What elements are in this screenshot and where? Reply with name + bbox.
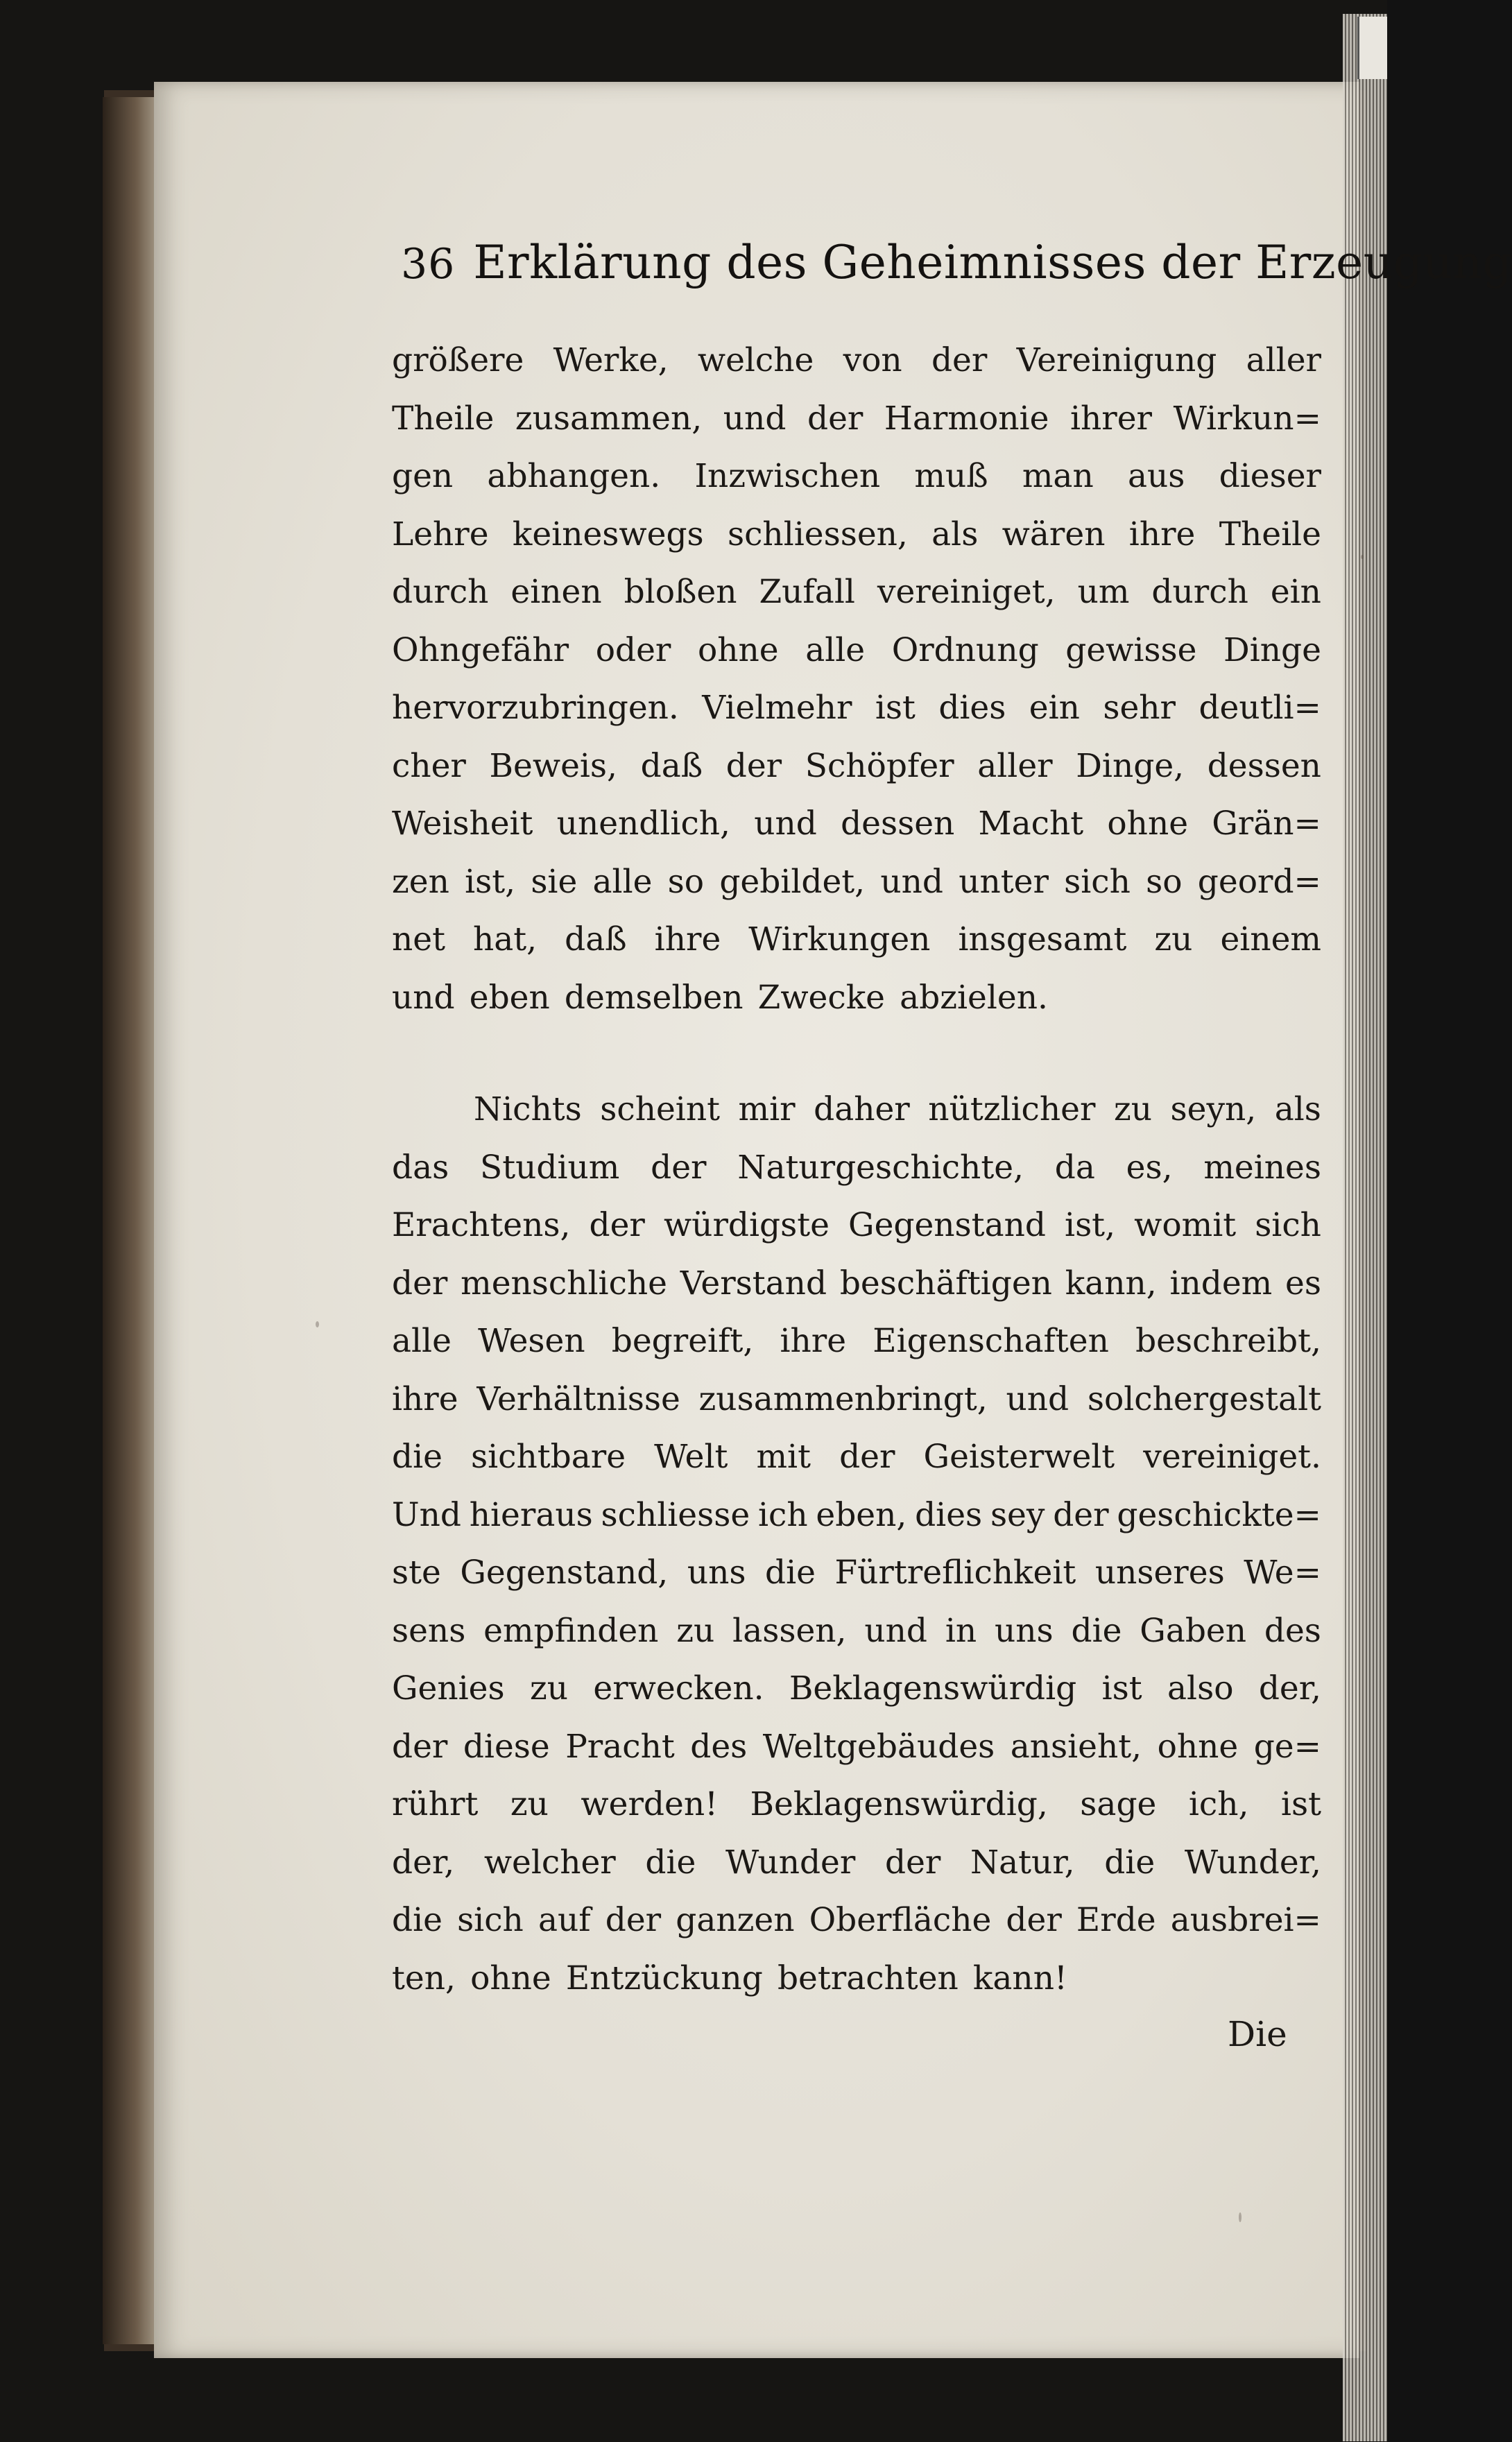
word: schliesse — [601, 1495, 750, 1534]
word: uns — [994, 1611, 1054, 1650]
word: bloßen — [624, 573, 737, 611]
word: einen — [510, 573, 602, 611]
word: seyn, — [1170, 1090, 1257, 1128]
text-line — [392, 1486, 1321, 1545]
word: insgesamt — [958, 920, 1127, 958]
word: abhangen. — [487, 457, 661, 495]
word: Gaben — [1140, 1611, 1247, 1650]
word: der — [1006, 1901, 1062, 1939]
word: der — [605, 1901, 662, 1939]
word: Weltgebäudes — [762, 1727, 995, 1766]
word: Vereinigung — [1016, 341, 1217, 379]
word: Geisterwelt — [923, 1438, 1115, 1476]
word: ihre — [654, 920, 721, 958]
word: gewisse — [1065, 630, 1197, 669]
word: Macht — [978, 805, 1084, 843]
word: Inzwischen — [694, 457, 881, 495]
word: Lehre — [392, 515, 489, 553]
word: als — [1274, 1090, 1321, 1128]
word: betrachten — [777, 1959, 959, 1997]
word: einem — [1220, 920, 1321, 958]
text-line — [392, 1544, 1321, 1602]
word: meines — [1203, 1148, 1321, 1187]
text-line — [392, 679, 1321, 737]
word: Wunder — [725, 1843, 856, 1882]
word: abzielen. — [900, 978, 1048, 1017]
word: empfinden — [483, 1611, 659, 1650]
word: ihre — [780, 1322, 847, 1360]
word: beschreibt, — [1135, 1322, 1321, 1360]
text-line — [392, 390, 1321, 448]
word: aus — [1127, 457, 1185, 495]
text-line — [392, 447, 1321, 506]
word: geschickte= — [1117, 1495, 1321, 1534]
word: dessen — [841, 805, 955, 843]
word: eben, — [816, 1495, 907, 1534]
word: ohne — [1157, 1727, 1239, 1766]
word: von — [843, 341, 902, 379]
word: Studium — [480, 1148, 620, 1187]
word: Gegenstand, — [460, 1554, 669, 1592]
text-line — [392, 1718, 1321, 1776]
word: Beweis, — [489, 746, 617, 785]
word: Harmonie — [884, 399, 1049, 438]
word: schliessen, — [727, 515, 908, 553]
word: das — [392, 1148, 449, 1187]
word: Gegenstand — [848, 1206, 1046, 1244]
word: als — [931, 515, 979, 553]
word: alle — [392, 1322, 452, 1360]
word: Naturgeschichte, — [737, 1148, 1024, 1187]
word: größere — [392, 341, 524, 379]
text-line — [392, 737, 1321, 796]
word: indem — [1169, 1264, 1273, 1302]
text-line — [392, 1775, 1321, 1834]
word: rührt — [392, 1785, 479, 1823]
word: ist, — [1065, 1206, 1116, 1244]
word: hervorzubringen. — [392, 689, 679, 727]
word: so — [1146, 862, 1183, 901]
word: Pracht — [565, 1727, 675, 1766]
word: welche — [697, 341, 814, 379]
word: uns — [687, 1554, 746, 1592]
word: ist — [1101, 1669, 1142, 1708]
word: beschäftigen — [839, 1264, 1052, 1302]
word: We= — [1244, 1554, 1321, 1592]
word: Theile — [1219, 515, 1321, 553]
word: unseres — [1094, 1554, 1225, 1592]
word: und — [1006, 1379, 1069, 1418]
word: nützlicher — [928, 1090, 1096, 1128]
text-line — [392, 795, 1321, 853]
word: daß — [565, 920, 627, 958]
word: Wirkun= — [1173, 399, 1321, 438]
text-line — [392, 1950, 1321, 2008]
word: Erachtens, — [392, 1206, 571, 1244]
word: ich, — [1188, 1785, 1249, 1823]
word: wären — [1002, 515, 1106, 553]
word: der — [807, 399, 864, 438]
word: Theile — [392, 399, 495, 438]
word: Zufall — [759, 573, 855, 611]
word: cher — [392, 746, 466, 785]
word: ist — [875, 689, 916, 727]
word: womit — [1134, 1206, 1237, 1244]
word: demselben — [564, 978, 744, 1017]
word: Eigenschaften — [873, 1322, 1109, 1360]
word: sich — [1255, 1206, 1321, 1244]
word: auf — [538, 1901, 591, 1939]
word: es, — [1126, 1148, 1173, 1187]
word: Weisheit — [392, 805, 533, 843]
word: Und — [392, 1495, 461, 1534]
word: Nichts — [474, 1090, 582, 1128]
word: ihrer — [1069, 399, 1153, 438]
word: durch — [1151, 573, 1248, 611]
word: die — [1071, 1611, 1122, 1650]
word: dessen — [1207, 746, 1321, 785]
word: sich — [1064, 862, 1131, 901]
word: ich — [757, 1495, 808, 1534]
word: daß — [640, 746, 703, 785]
text-line — [392, 853, 1321, 911]
word: hat, — [473, 920, 538, 958]
word: Erde — [1076, 1901, 1156, 1939]
word: Verhältnisse — [476, 1379, 680, 1418]
word: dieser — [1219, 457, 1321, 495]
word: es — [1285, 1264, 1321, 1302]
word: hieraus — [469, 1495, 593, 1534]
page-number: 36 — [401, 240, 456, 289]
word: und — [392, 978, 455, 1017]
paper-speck — [316, 1321, 319, 1327]
word: und — [880, 862, 943, 901]
word: ihre — [1128, 515, 1196, 553]
text-line — [392, 1255, 1321, 1313]
word: ohne — [1107, 805, 1189, 843]
word: menschliche — [461, 1264, 667, 1302]
word: und — [754, 805, 817, 843]
text-line — [392, 1312, 1321, 1370]
word: zusammen, — [515, 399, 703, 438]
word: Beklagenswürdig, — [750, 1785, 1048, 1823]
text-line — [392, 1602, 1321, 1660]
word: zu — [1154, 920, 1193, 958]
word: und — [723, 399, 787, 438]
word: um — [1077, 573, 1130, 611]
word: begreift, — [611, 1322, 754, 1360]
text-line — [392, 1891, 1321, 1950]
word: der — [725, 746, 782, 785]
text-line — [392, 1428, 1321, 1486]
word: Entzückung — [565, 1959, 763, 1997]
word: kann! — [972, 1959, 1067, 1997]
page-corner — [1357, 17, 1387, 79]
word: ist — [1280, 1785, 1321, 1823]
word: der — [884, 1843, 941, 1882]
word: sens — [392, 1611, 466, 1650]
word: Wunder, — [1184, 1843, 1321, 1882]
word: die — [392, 1438, 443, 1476]
word: ten, — [392, 1959, 456, 1997]
word: zu — [510, 1785, 549, 1823]
word: oder — [595, 630, 671, 669]
word: diese — [463, 1727, 550, 1766]
word: Oberfläche — [809, 1901, 992, 1939]
word: unter — [959, 862, 1049, 901]
word: Schöpfer — [805, 746, 954, 785]
word: mit — [756, 1438, 811, 1476]
word: sey — [990, 1495, 1045, 1534]
word: Ordnung — [891, 630, 1039, 669]
word: Verstand — [680, 1264, 827, 1302]
word: der — [651, 1148, 707, 1187]
word: aller — [977, 746, 1053, 785]
text-line — [392, 1196, 1321, 1255]
word: zusammenbringt, — [698, 1379, 988, 1418]
word: muß — [914, 457, 988, 495]
catchword: Die — [1228, 2014, 1287, 2054]
word: Ohngefähr — [392, 630, 569, 669]
word: ist, — [465, 862, 516, 901]
page-edges — [1343, 14, 1387, 2441]
word: daher — [814, 1090, 910, 1128]
word: Natur, — [970, 1843, 1075, 1882]
word: Beklagenswürdig — [789, 1669, 1077, 1708]
word: keineswegs — [512, 515, 704, 553]
word: der — [839, 1438, 895, 1476]
word: Welt — [654, 1438, 728, 1476]
paper-speck — [1239, 2212, 1242, 2222]
word: in — [945, 1611, 977, 1650]
word: durch — [392, 573, 489, 611]
gutter-shadow — [103, 97, 158, 2344]
word: des — [690, 1727, 748, 1766]
word: Werke, — [553, 341, 669, 379]
word: die — [1104, 1843, 1156, 1882]
word: ohne — [697, 630, 779, 669]
word: vereiniget, — [877, 573, 1056, 611]
word: alle — [805, 630, 866, 669]
word: dies — [915, 1495, 983, 1534]
word: Zwecke — [757, 978, 885, 1017]
word: ste — [392, 1554, 441, 1592]
word: der — [392, 1727, 448, 1766]
text-line — [392, 1660, 1321, 1718]
word: Wesen — [478, 1322, 585, 1360]
word: Grän= — [1212, 805, 1321, 843]
paper-speck — [1361, 555, 1364, 559]
word: solchergestalt — [1087, 1379, 1321, 1418]
word: alle — [592, 862, 653, 901]
word: also — [1167, 1669, 1234, 1708]
paragraph-gap — [392, 1026, 1321, 1081]
word: ge= — [1253, 1727, 1321, 1766]
word: Genies — [392, 1669, 505, 1708]
word: der, — [392, 1843, 455, 1882]
word: ausbrei= — [1170, 1901, 1321, 1939]
word: ein — [1270, 573, 1321, 611]
word: dies — [938, 689, 1006, 727]
text-line — [392, 1834, 1321, 1892]
word: so — [667, 862, 705, 901]
word: sehr — [1103, 689, 1176, 727]
word: und — [864, 1611, 927, 1650]
text-line — [392, 621, 1321, 680]
word: der, — [1258, 1669, 1321, 1708]
word: die — [645, 1843, 696, 1882]
text-line — [392, 506, 1321, 564]
word: die — [765, 1554, 816, 1592]
text-line — [392, 1139, 1321, 1197]
text-line — [392, 1370, 1321, 1429]
body-text — [392, 332, 1321, 2007]
word: sichtbare — [471, 1438, 626, 1476]
word: der — [931, 341, 988, 379]
word: gen — [392, 457, 454, 495]
word: Wirkungen — [748, 920, 931, 958]
word: ansieht, — [1010, 1727, 1142, 1766]
word: der — [589, 1206, 645, 1244]
word: sich — [457, 1901, 524, 1939]
word: werden! — [581, 1785, 718, 1823]
running-head: Erklärung des Geheimnisses der Erzeugung — [473, 236, 1512, 289]
word: eben — [469, 978, 550, 1017]
word: geord= — [1197, 862, 1321, 901]
word: des — [1264, 1611, 1321, 1650]
word: man — [1022, 457, 1094, 495]
word: gebildet, — [719, 862, 866, 901]
text-line — [392, 911, 1321, 969]
word: aller — [1246, 341, 1321, 379]
word: ganzen — [676, 1901, 795, 1939]
word: der — [392, 1264, 448, 1302]
word: zen — [392, 862, 449, 901]
word: mir — [738, 1090, 796, 1128]
word: würdigste — [663, 1206, 830, 1244]
word: welcher — [483, 1843, 616, 1882]
word: kann, — [1065, 1264, 1157, 1302]
text-line — [392, 1081, 1321, 1139]
word: zu — [529, 1669, 569, 1708]
page-header — [401, 236, 1512, 305]
word: Dinge, — [1076, 746, 1185, 785]
word: vereiniget. — [1143, 1438, 1321, 1476]
word: deutli= — [1199, 689, 1321, 727]
word: der — [1053, 1495, 1109, 1534]
word: sie — [531, 862, 578, 901]
word: die — [392, 1901, 443, 1939]
word: sage — [1080, 1785, 1157, 1823]
word: Fürtreflichkeit — [834, 1554, 1076, 1592]
text-line — [392, 332, 1321, 390]
word: net — [392, 920, 445, 958]
word: ein — [1029, 689, 1080, 727]
word: zu — [1113, 1090, 1152, 1128]
word: zu — [676, 1611, 715, 1650]
word: da — [1054, 1148, 1095, 1187]
word: lassen, — [732, 1611, 847, 1650]
word: scheint — [600, 1090, 720, 1128]
word: ihre — [392, 1379, 458, 1418]
word: unendlich, — [556, 805, 730, 843]
text-line — [392, 563, 1321, 621]
word: Vielmehr — [702, 689, 852, 727]
text-line — [392, 969, 1321, 1027]
word: erwecken. — [593, 1669, 764, 1708]
word: Dinge — [1223, 630, 1321, 669]
word: ohne — [470, 1959, 551, 1997]
